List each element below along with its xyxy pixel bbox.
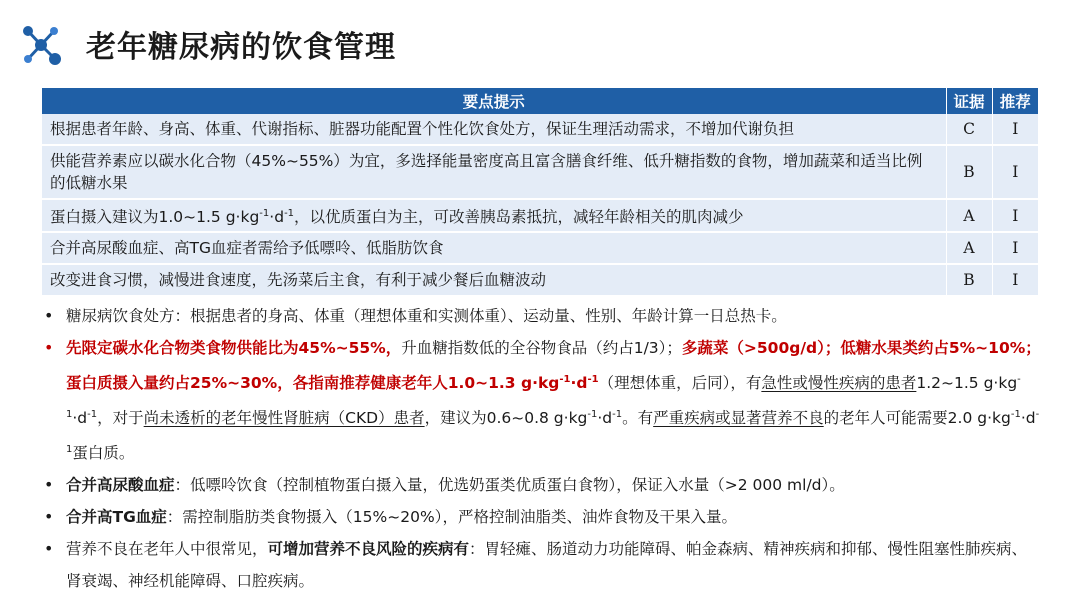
row-text: 根据患者年龄、身高、体重、代谢指标、脏器功能配置个性化饮食处方，保证生理活动需求，不增加代谢负担 bbox=[42, 114, 946, 145]
row-evidence: A bbox=[946, 232, 992, 264]
table-row bbox=[42, 232, 1038, 264]
bullet-macronutrients: • 先限定碳水化合物类食物供能比为45%~55%，升血糖指数低的全谷物食品（约占1/3）；多蔬菜（>500g/d）；低糖水果类约占5%~10%；蛋白质摄入量约占25%~30%，各指南推荐健康老年人1.0~1.3 $g\cdot kg^{-1}\cdot d^{-1}$（理想体重，后同），有急性或慢性疾病的患者1.2~1.5 $g\cdot kg^{-1}\cdot d^{-1}$，对于尚未透析的老年慢性肾脏病（CKD）患者，建议为0.6~0.8 $g\cdot kg^{-1}\cdot d^{-1}$。有严重疾病或显著营养不良的老年人可能需要2.0 $g\cdot kg^{-1}\cdot d^{-1}$蛋白质。 bbox=[42, 332, 1042, 469]
row-evidence: C bbox=[946, 114, 992, 145]
row-evidence: A bbox=[946, 199, 992, 232]
bullet-list bbox=[42, 300, 1042, 597]
header-evidence: 证据 bbox=[946, 88, 992, 114]
row-evidence: B bbox=[946, 145, 992, 199]
row-text: 蛋白摄入建议为1.0~1.5 $g\cdot kg^{-1}\cdot d^{-1}$，以优质蛋白为主，可改善胰岛素抵抗，减轻年龄相关的肌肉减少 bbox=[42, 199, 946, 232]
row-recommendation: I bbox=[992, 264, 1038, 296]
table-row bbox=[42, 114, 1038, 145]
row-recommendation: I bbox=[992, 145, 1038, 199]
page-title: 老年糖尿病的饮食管理 bbox=[86, 30, 396, 65]
row-evidence: B bbox=[946, 264, 992, 296]
row-recommendation: I bbox=[992, 114, 1038, 145]
table-row bbox=[42, 264, 1038, 296]
header-recommendation: 推荐 bbox=[992, 88, 1038, 114]
row-recommendation: I bbox=[992, 232, 1038, 264]
row-text: 改变进食习惯，减慢进食速度，先汤菜后主食，有利于减少餐后血糖波动 bbox=[42, 264, 946, 296]
bullet-malnutrition: • 营养不良在老年人中很常见，可增加营养不良风险的疾病有：胃轻瘫、肠道动力功能障碍、帕金森病、精神疾病和抑郁、慢性阻塞性肺疾病、肾衰竭、神经机能障碍、口腔疾病。 bbox=[42, 533, 1042, 597]
bullet-hyperuricemia: • 合并高尿酸血症：低嘌呤饮食（控制植物蛋白摄入量，优选奶蛋类优质蛋白食物），保证入水量（>2 000 ml/d）。 bbox=[42, 469, 1042, 501]
row-recommendation: I bbox=[992, 199, 1038, 232]
table-row bbox=[42, 145, 1038, 199]
bullet-hypertriglyceridemia: • 合并高TG血症：需控制脂肪类食物摄入（15%~20%），严格控制油脂类、油炸食物及干果入量。 bbox=[42, 501, 1042, 533]
molecule-logo-icon bbox=[18, 22, 64, 68]
bullet-diet-prescription: • 糖尿病饮食处方：根据患者的身高、体重（理想体重和实测体重）、运动量、性别、年龄计算一日总热卡。 bbox=[42, 300, 1042, 332]
header-key-points: 要点提示 bbox=[42, 88, 946, 114]
row-text: 供能营养素应以碳水化合物（45%~55%）为宜，多选择能量密度高且富含膳食纤维、低升糖指数的食物，增加蔬菜和适当比例的低糖水果 bbox=[42, 145, 946, 199]
guideline-table bbox=[42, 88, 1038, 297]
table-row bbox=[42, 199, 1038, 232]
row-text: 合并高尿酸血症、高TG血症者需给予低嘌呤、低脂肪饮食 bbox=[42, 232, 946, 264]
table-header-row bbox=[42, 88, 1038, 114]
